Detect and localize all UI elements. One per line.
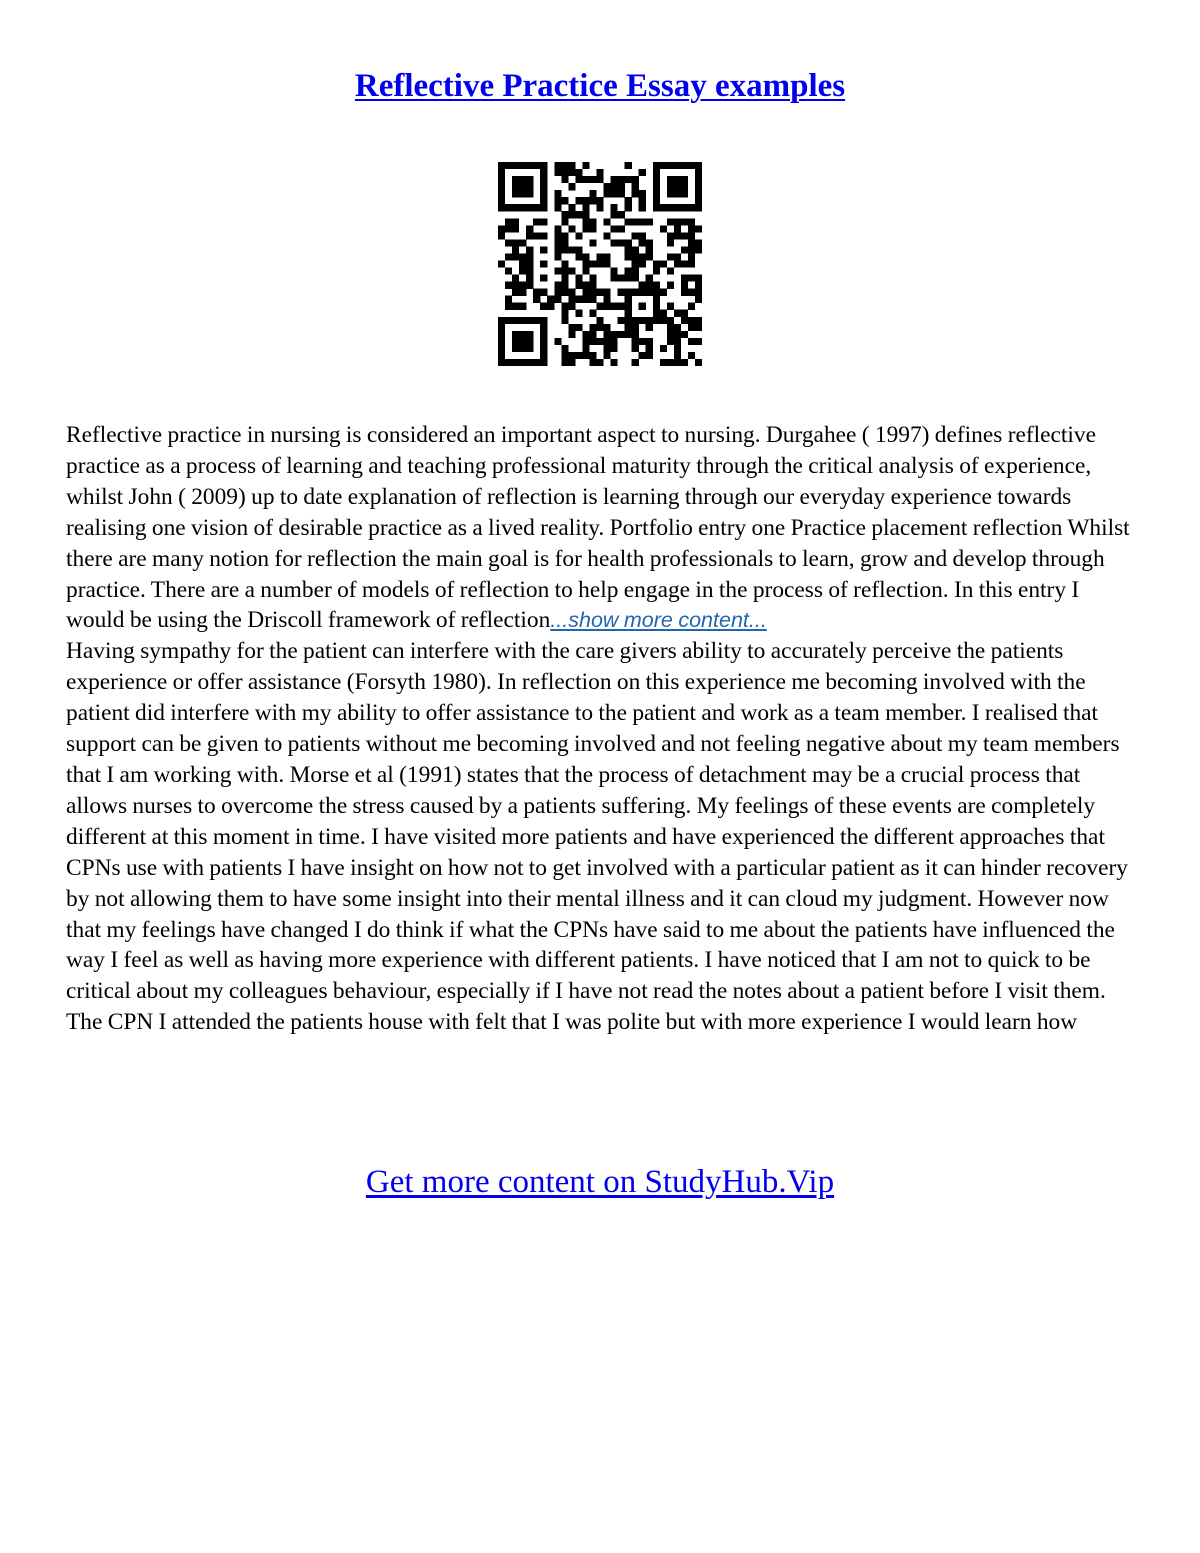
- paragraph-1-text: Reflective practice in nursing is considered an important aspect to nursing. Durgahee ( 1997) defines reflective practice as a process of learning and teaching professional maturity through the critical analysis of experience, whilst John ( 2009) up to date explanation of reflection is learning through our everyday experience towards realising one vision of desirable practice as a lived reality. Portfolio entry one Practice placement reflection Whilst there are many notion for reflection the main goal is for health professionals to learn, grow and develop through practice. There are a number of models of reflection to help engage in the process of reflection. In this entry I would be using the Driscoll framework of reflection: [66, 422, 1130, 634]
- title-link[interactable]: Reflective Practice Essay examples: [354, 68, 846, 104]
- document-title: [0, 66, 1200, 106]
- footer: [0, 1162, 1200, 1202]
- essay-paragraph-1: [66, 420, 1141, 636]
- get-more-content-link[interactable]: Get more content on StudyHub.Vip: [365, 1164, 835, 1200]
- show-more-link[interactable]: ...show more content...: [550, 608, 767, 633]
- qr-code-icon: [498, 162, 702, 366]
- essay-paragraph-2: Having sympathy for the patient can interfere with the care givers ability to accurately perceive the patients experience or offer assistance (Forsyth 1980). In reflection on this experience me becoming involved with the patient did interfere with my ability to offer assistance to the patient and work as a team member. I realised that support can be given to patients without me becoming involved and not feeling negative about my team members that I am working with. Morse et al (1991) states that the process of detachment may be a crucial process that allows nurses to overcome the stress caused by a patients suffering. My feelings of these events are completely different at this moment in time. I have visited more patients and have experienced the different approaches that CPNs use with patients I have insight on how not to get involved with a particular patient as it can hinder recovery by not allowing them to have some insight into their mental illness and it can cloud my judgment. However now that my feelings have changed I do think if what the CPNs have said to me about the patients have influenced the way I feel as well as having more experience with different patients. I have noticed that I am not to quick to be critical about my colleagues behaviour, especially if I have not read the notes about a patient before I visit them. The CPN I attended the patients house with felt that I was polite but with more experience I would learn how: [66, 638, 1128, 1036]
- essay-body: [66, 420, 1141, 1038]
